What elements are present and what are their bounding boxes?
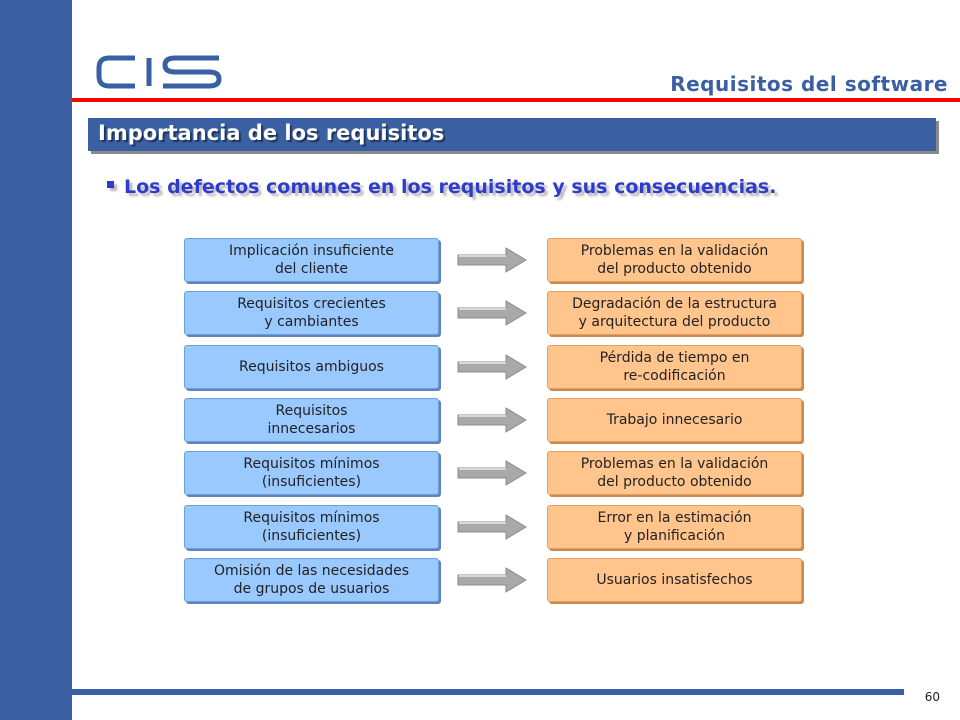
effect-box: Error en la estimación y planificación	[547, 505, 802, 549]
right-arrow-icon	[456, 460, 528, 486]
footer-divider	[72, 689, 904, 695]
right-arrow-icon	[456, 300, 528, 326]
page-number: 60	[924, 690, 940, 704]
cause-box: Requisitos mínimos (insuficientes)	[184, 505, 439, 549]
bullet-item	[107, 176, 776, 198]
slide-heading-bar	[88, 118, 936, 151]
square-bullet-icon	[107, 181, 114, 188]
effect-box: Trabajo innecesario	[547, 398, 802, 442]
left-sidebar-band	[0, 0, 72, 720]
cause-box: Requisitos innecesarios	[184, 398, 439, 442]
cause-box: Requisitos ambiguos	[184, 345, 439, 389]
effect-box: Problemas en la validación del producto obtenido	[547, 451, 802, 495]
effect-box: Degradación de la estructura y arquitectura del producto	[547, 291, 802, 335]
effect-box: Usuarios insatisfechos	[547, 558, 802, 602]
header-divider	[72, 98, 960, 102]
effect-box: Pérdida de tiempo en re-codificación	[547, 345, 802, 389]
cause-box: Requisitos mínimos (insuficientes)	[184, 451, 439, 495]
right-arrow-icon	[456, 247, 528, 273]
cause-box: Omisión de las necesidades de grupos de usuarios	[184, 558, 439, 602]
effect-box: Problemas en la validación del producto obtenido	[547, 238, 802, 282]
right-arrow-icon	[456, 567, 528, 593]
cause-box: Requisitos crecientes y cambiantes	[184, 291, 439, 335]
right-arrow-icon	[456, 354, 528, 380]
cause-box: Implicación insuficiente del cliente	[184, 238, 439, 282]
bullet-text: Los defectos comunes en los requisitos y sus consecuencias.	[124, 176, 777, 198]
slide-heading: Importancia de los requisitos	[98, 121, 445, 145]
cis-logo	[95, 52, 225, 92]
section-title: Requisitos del software	[670, 72, 948, 96]
right-arrow-icon	[456, 407, 528, 433]
right-arrow-icon	[456, 514, 528, 540]
